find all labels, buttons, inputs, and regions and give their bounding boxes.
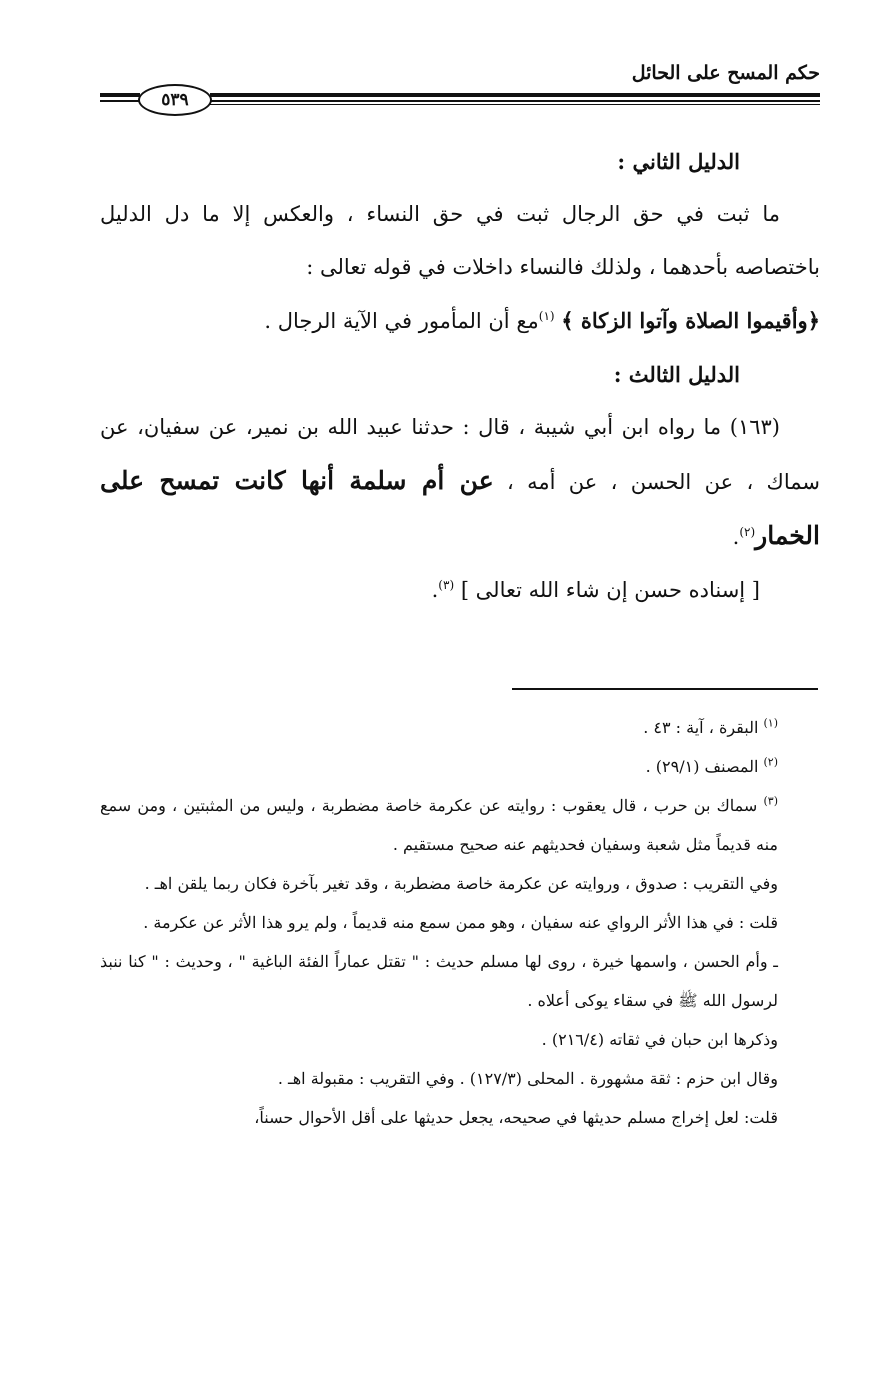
header-rule (100, 100, 140, 102)
narration-text: عن أم سلمة أنها كانت تمسح على الخمار (100, 466, 820, 550)
header-rule (210, 93, 820, 97)
footnote (100, 747, 818, 786)
page-number-oval (138, 84, 212, 116)
paragraph (100, 294, 820, 348)
footnote-paragraph: وفي التقريب : صدوق ، وروايته عن عكرمة خاصة مضطربة ، وقد تغير بآخرة فكان ربما يلقن اهـ . (144, 874, 778, 893)
section-heading: الدليل الثاني : (617, 149, 740, 174)
section-heading: الدليل الثالث : (613, 362, 740, 387)
paragraph-text: مع أن المأمور في الآية الرجال . (264, 309, 539, 333)
footnote (100, 708, 818, 747)
main-text (100, 135, 820, 617)
footnote-mark: (٢) (763, 755, 778, 769)
grading-text: [ إسناده حسن إن شاء الله تعالى ] (460, 578, 760, 602)
footnote-paragraph: ـ وأم الحسن ، واسمها خيرة ، روى لها مسلم حديث : " تقتل عماراً الفئة الباغية " ، وحديث : " كنا ننبذ لرسول الله ﷺ في سقاء يوكى أعلاه . (100, 952, 778, 1010)
footnote-text: المصنف (٢٩/١) . (645, 757, 759, 776)
header-rule (210, 104, 820, 105)
running-title: حكم المسح على الحائل (631, 62, 820, 84)
footnote-ref: (٣) (438, 578, 455, 592)
footnote-ref: (٢) (739, 525, 756, 539)
footnote-paragraph: قلت: لعل إخراج مسلم حديثها في صحيحه، يجعل حديثها على أقل الأحوال حسناً، (254, 1108, 778, 1127)
footnote (100, 786, 818, 864)
footnotes (100, 708, 818, 1137)
footnote-text: سماك بن حرب ، قال يعقوب : روايته عن عكرمة خاصة مضطربة ، وليس من المثبتين ، ومن سمع منه قديماً مثل شعبة وسفيان فحديثهم عنه صحيح مستقيم . (100, 796, 778, 854)
page-header (100, 62, 820, 122)
narration-chain: (١٦٣) ما رواه ابن أبي شيبة ، قال : حدثنا عبيد الله بن نمير، عن سفيان، عن سماك ، عن الحسن ، عن أمه ، (100, 415, 820, 494)
quran-verse: ﴿وأقيموا الصلاة وآتوا الزكاة ﴾ (561, 308, 820, 333)
footnote-paragraph: وذكرها ابن حبان في ثقاته (٢١٦/٤) . (541, 1030, 778, 1049)
footnote-paragraph: قلت : في هذا الأثر الرواي عنه سفيان ، وهو ممن سمع منه قديماً ، ولم يرو هذا الأثر عن عكرمة . (143, 913, 778, 932)
punctuation: . (431, 578, 439, 602)
paragraph (100, 188, 820, 294)
paragraph-text: ما ثبت في حق الرجال ثبت في حق النساء ، والعكس إلا ما دل الدليل باختصاصه بأحدهما ، ولذلك فالنساء داخلات في قوله تعالى : (100, 202, 820, 279)
page-number: ٥٣٩ (161, 90, 189, 110)
narration (100, 401, 820, 564)
grading-line (100, 564, 820, 617)
footnote-mark: (١) (763, 716, 778, 730)
header-rule (100, 93, 140, 97)
header-rule (210, 100, 820, 102)
footnote-separator (512, 688, 818, 690)
footnote-paragraph: وقال ابن حزم : ثقة مشهورة . المحلى (١٢٧/٣) . وفي التقريب : مقبولة اهـ . (277, 1069, 778, 1088)
footnote-ref: (١) (538, 309, 555, 323)
footnote-mark: (٣) (763, 794, 778, 808)
footnote-text: البقرة ، آية : ٤٣ . (643, 718, 759, 737)
punctuation: . (732, 525, 740, 549)
